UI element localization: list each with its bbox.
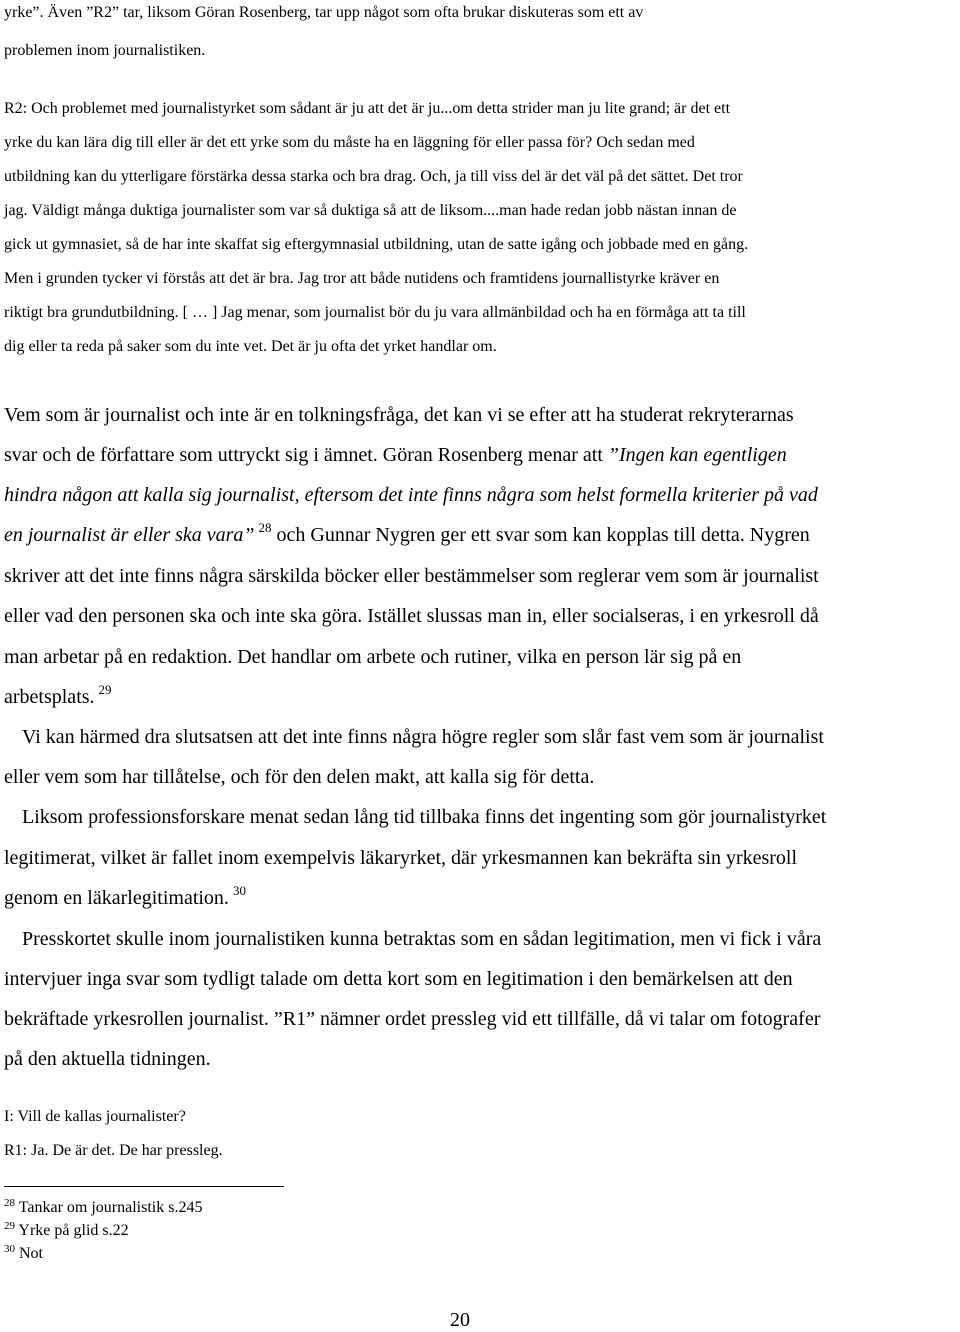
body-line: genom en läkarlegitimation. $^{30}$ [4,883,246,909]
citation-italic: ”Ingen kan egentligen [607,444,787,466]
body-line: bekräftade yrkesrollen journalist. ”R1” nämner ordet pressleg vid ett tillfälle, då vi talar om fotografer [4,1008,821,1030]
quote-line: jag. Väldigt många duktiga journalister som var så duktiga så att de liksom....man hade redan jobb nästan innan de [4,202,737,219]
text-line: yrke”. Även ”R2” tar, liksom Göran Rosenberg, tar upp något som ofta brukar diskuteras som ett av [4,4,644,21]
body-line: skriver att det inte finns några särskilda böcker eller bestämmelser som reglerar vem som är journalist [4,565,819,587]
body-line: legitimerat, vilket är fallet inom exempelvis läkaryrket, där yrkesmannen kan bekräfta sin yrkesroll [4,847,798,869]
quote-line: gick ut gymnasiet, så de har inte skaffat sig eftergymnasial utbildning, utan de satte igång och jobbade med en gång. [4,236,749,253]
body-line [4,484,818,507]
body-line: Vem som är journalist och inte är en tolkningsfråga, det kan vi se efter att ha studerat rekryterarnas [4,404,794,426]
body-line: eller vem som har tillåtelse, och för den delen makt, att kalla sig för detta. [4,766,595,788]
body-line: Presskortet skulle inom journalistiken kunna betraktas som en sådan legitimation, men vi fick i våra [22,928,822,950]
citation-italic: en journalist är eller ska vara” [4,524,255,546]
text-line: problemen inom journalistiken. [4,42,206,59]
footnote-ref: 28 [258,520,272,535]
dialog-line: R1: Ja. De är det. De har pressleg. [4,1142,223,1159]
quote-line: yrke du kan lära dig till eller är det ett yrke som du måste ha en läggning för eller passa för? Och sedan med [4,134,695,151]
footnote: $^{29}$ Yrke på glid s.22 [4,1220,129,1239]
footnote: $^{28}$ Tankar om journalistik s.245 [4,1197,203,1216]
quote-line: dig eller ta reda på saker som du inte vet. Det är ju ofta det yrket handlar om. [4,338,497,355]
quote-line: riktigt bra grundutbildning. [ … ] Jag menar, som journalist bör du ju vara allmänbildad och ha en förmåga att ta till [4,304,746,321]
citation-italic: hindra någon att kalla sig journalist, eftersom det inte finns några som helst formella kriterier på vad [4,484,818,506]
page-number: 20 [450,1309,470,1331]
footnote: $^{30}$ Not [4,1243,43,1262]
footnote-ref: 29 [98,682,112,697]
body-line: eller vad den personen ska och inte ska göra. Istället slussas man in, eller socialseras, i en yrkesroll då [4,605,819,627]
quote-line: R2: Och problemet med journalistyrket som sådant är ju att det är ju...om detta strider man ju lite grand; är det ett [4,100,731,117]
body-line: på den aktuella tidningen. [4,1048,211,1070]
body-line: intervjuer inga svar som tydligt talade om detta kort som en legitimation i den bemärkelsen att den [4,968,793,990]
body-line: Vi kan härmed dra slutsatsen att det inte finns några högre regler som slår fast vem som är journalist [22,726,824,748]
footnote-separator [4,1186,284,1187]
quote-line: Men i grunden tycker vi förstås att det är bra. Jag tror att både nutidens och framtidens journallistyrke kräver en [4,270,720,287]
quote-line: utbildning kan du ytterligare förstärka dessa starka och bra drag. Och, ja till viss del är det väl på det sättet. Det tror [4,168,743,185]
body-line: Liksom professionsforskare menat sedan lång tid tillbaka finns det ingenting som gör journalistyrket [22,806,827,828]
body-line: en journalist är eller ska vara” $^{28}$ och Gunnar Nygren ger ett svar som kan kopplas till detta. Nygren [4,520,810,546]
footnote-ref: 30 [232,883,246,898]
body-line: man arbetar på en redaktion. Det handlar om arbete och rutiner, vilka en person lär sig på en [4,646,742,668]
dialog-line: I: Vill de kallas journalister? [4,1108,186,1125]
body-line: svar och de författare som uttryckt sig i ämnet. Göran Rosenberg menar att ”Ingen kan egentligen [4,444,787,466]
body-line: arbetsplats. $^{29}$ [4,682,112,708]
